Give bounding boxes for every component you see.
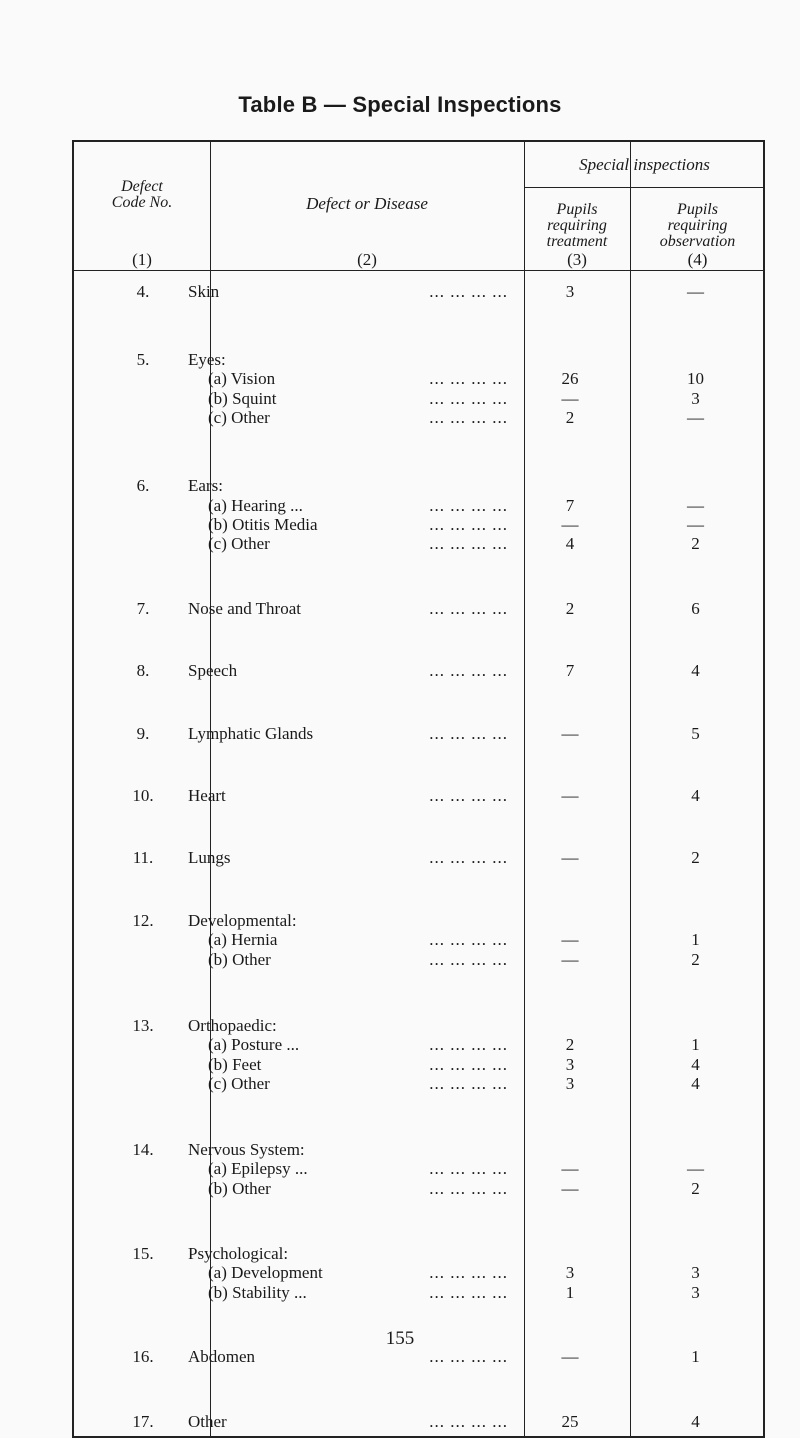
leader-dots: ... ... ... ... bbox=[429, 599, 508, 618]
defect-code: 11. bbox=[132, 848, 154, 867]
defect-label: Lymphatic Glands bbox=[188, 724, 314, 743]
defect-label: (a) Vision bbox=[208, 369, 276, 388]
header-divider bbox=[524, 187, 763, 188]
observation-value: 1 bbox=[691, 1035, 700, 1054]
leader-dots: ... ... ... ... bbox=[429, 930, 508, 949]
leader-dots: ... ... ... ... bbox=[429, 408, 508, 427]
observation-value: 2 bbox=[691, 1179, 700, 1198]
defect-label: Ears: bbox=[188, 476, 223, 495]
treatment-value: 2 bbox=[565, 599, 575, 618]
defect-label: Orthopaedic: bbox=[188, 1016, 277, 1035]
defect-label: (a) Hearing ... bbox=[208, 496, 303, 515]
treatment-value: — bbox=[561, 389, 579, 408]
treatment-value: — bbox=[561, 515, 579, 534]
leader-dots: ... ... ... ... bbox=[429, 724, 508, 743]
leader-dots: ... ... ... ... bbox=[429, 950, 508, 969]
defect-code: 7. bbox=[136, 599, 150, 618]
defect-label: (b) Squint bbox=[208, 389, 277, 408]
leader-dots: ... ... ... ... bbox=[429, 786, 508, 805]
observation-value: — bbox=[687, 282, 704, 301]
defect-label: (a) Hernia bbox=[208, 930, 278, 949]
defect-label: Heart bbox=[188, 786, 226, 805]
defect-label: Lungs bbox=[188, 848, 231, 867]
defect-disease-header: Defect or Disease bbox=[306, 194, 428, 213]
leader-dots: ... ... ... ... bbox=[429, 1283, 508, 1302]
defect-label: Eyes: bbox=[188, 350, 226, 369]
defect-label: Other bbox=[188, 1412, 227, 1431]
defect-label: Developmental: bbox=[188, 911, 297, 930]
observation-value: 4 bbox=[691, 661, 700, 680]
observation-value: 10 bbox=[687, 369, 704, 388]
observation-header: Pupils requiring observation bbox=[659, 201, 736, 250]
defect-code: 6. bbox=[136, 476, 150, 495]
leader-dots: ... ... ... ... bbox=[429, 1159, 508, 1178]
special-inspections-header: Special inspections bbox=[579, 155, 710, 174]
defect-label: Abdomen bbox=[188, 1347, 256, 1366]
leader-dots: ... ... ... ... bbox=[429, 1035, 508, 1054]
col2-number: (2) bbox=[357, 250, 377, 269]
defect-code: 16. bbox=[132, 1347, 154, 1366]
defect-code: 17. bbox=[132, 1412, 154, 1431]
treatment-value: 7 bbox=[565, 496, 575, 515]
observation-value: 4 bbox=[691, 1055, 700, 1074]
leader-dots: ... ... ... ... bbox=[429, 1412, 508, 1431]
treatment-value: 2 bbox=[565, 408, 575, 427]
leader-dots: ... ... ... ... bbox=[429, 1074, 508, 1093]
treatment-header: Pupils requiring treatment bbox=[546, 201, 608, 250]
defect-code: 15. bbox=[132, 1244, 154, 1263]
observation-value: 6 bbox=[691, 599, 700, 618]
leader-dots: ... ... ... ... bbox=[429, 1179, 508, 1198]
leader-dots: ... ... ... ... bbox=[429, 389, 508, 408]
defect-label: Nervous System: bbox=[188, 1140, 305, 1159]
col3-number: (3) bbox=[567, 250, 587, 269]
observation-value: 2 bbox=[691, 950, 700, 969]
defect-label: Psychological: bbox=[188, 1244, 289, 1263]
defect-label: Speech bbox=[188, 661, 238, 680]
treatment-value: 3 bbox=[565, 282, 575, 301]
observation-value: 3 bbox=[691, 389, 700, 408]
observation-value: 1 bbox=[691, 930, 700, 949]
defect-code: 9. bbox=[136, 724, 150, 743]
observation-value: — bbox=[687, 408, 704, 427]
defect-label: Nose and Throat bbox=[188, 599, 301, 618]
observation-value: 5 bbox=[691, 724, 700, 743]
observation-value: 2 bbox=[691, 534, 700, 553]
leader-dots: ... ... ... ... bbox=[429, 1347, 508, 1366]
observation-value: 3 bbox=[691, 1263, 700, 1282]
defect-code: 13. bbox=[132, 1016, 154, 1035]
defect-label: (a) Development bbox=[208, 1263, 323, 1282]
defect-code: 4. bbox=[136, 282, 150, 301]
defect-label: (c) Other bbox=[208, 408, 270, 427]
leader-dots: ... ... ... ... bbox=[429, 848, 508, 867]
page-title: Table B — Special Inspections bbox=[238, 92, 562, 117]
page-number: 155 bbox=[385, 1328, 415, 1349]
defect-label: (b) Other bbox=[208, 1179, 271, 1198]
treatment-value: — bbox=[561, 848, 579, 867]
leader-dots: ... ... ... ... bbox=[429, 369, 508, 388]
defect-label: (c) Other bbox=[208, 1074, 270, 1093]
treatment-value: 4 bbox=[565, 534, 575, 553]
treatment-value: — bbox=[561, 786, 579, 805]
defect-label: (b) Otitis Media bbox=[208, 515, 318, 534]
leader-dots: ... ... ... ... bbox=[429, 496, 508, 515]
defect-label: (a) Epilepsy ... bbox=[208, 1159, 308, 1178]
observation-value: 4 bbox=[691, 786, 700, 805]
defect-label: (c) Other bbox=[208, 534, 270, 553]
special-inspections-table bbox=[72, 140, 765, 1438]
defect-code: 5. bbox=[136, 350, 150, 369]
treatment-value: — bbox=[561, 1179, 579, 1198]
leader-dots: ... ... ... ... bbox=[429, 661, 508, 680]
defect-code-header: Defect Code No. bbox=[111, 178, 173, 211]
observation-value: — bbox=[687, 496, 704, 515]
treatment-value: — bbox=[561, 1159, 579, 1178]
treatment-value: 3 bbox=[565, 1074, 575, 1093]
observation-value: 2 bbox=[691, 848, 700, 867]
observation-value: — bbox=[687, 1159, 704, 1178]
treatment-value: — bbox=[561, 1347, 579, 1366]
col1-number: (1) bbox=[132, 250, 152, 269]
treatment-value: 2 bbox=[565, 1035, 575, 1054]
defect-label: (b) Stability ... bbox=[208, 1283, 307, 1302]
defect-code: 12. bbox=[132, 911, 154, 930]
defect-code: 14. bbox=[132, 1140, 154, 1159]
leader-dots: ... ... ... ... bbox=[429, 1263, 508, 1282]
header-divider bbox=[74, 270, 763, 271]
observation-value: 4 bbox=[691, 1412, 700, 1431]
treatment-value: 3 bbox=[565, 1055, 575, 1074]
observation-value: 3 bbox=[691, 1283, 700, 1302]
leader-dots: ... ... ... ... bbox=[429, 282, 508, 301]
defect-label: (b) Feet bbox=[208, 1055, 262, 1074]
defect-label: (b) Other bbox=[208, 950, 271, 969]
defect-label: Skin bbox=[188, 282, 220, 301]
leader-dots: ... ... ... ... bbox=[429, 1055, 508, 1074]
treatment-value: 1 bbox=[565, 1283, 575, 1302]
observation-value: 4 bbox=[691, 1074, 700, 1093]
treatment-value: 25 bbox=[561, 1412, 579, 1431]
treatment-value: — bbox=[561, 724, 579, 743]
treatment-value: — bbox=[561, 930, 579, 949]
treatment-value: 26 bbox=[561, 369, 579, 388]
col4-number: (4) bbox=[687, 250, 708, 269]
defect-code: 8. bbox=[136, 661, 150, 680]
defect-code: 10. bbox=[132, 786, 154, 805]
treatment-value: 3 bbox=[565, 1263, 575, 1282]
leader-dots: ... ... ... ... bbox=[429, 515, 508, 534]
observation-value: — bbox=[687, 515, 704, 534]
defect-label: (a) Posture ... bbox=[208, 1035, 300, 1054]
treatment-value: — bbox=[561, 950, 579, 969]
treatment-value: 7 bbox=[565, 661, 575, 680]
observation-value: 1 bbox=[691, 1347, 700, 1366]
leader-dots: ... ... ... ... bbox=[429, 534, 508, 553]
